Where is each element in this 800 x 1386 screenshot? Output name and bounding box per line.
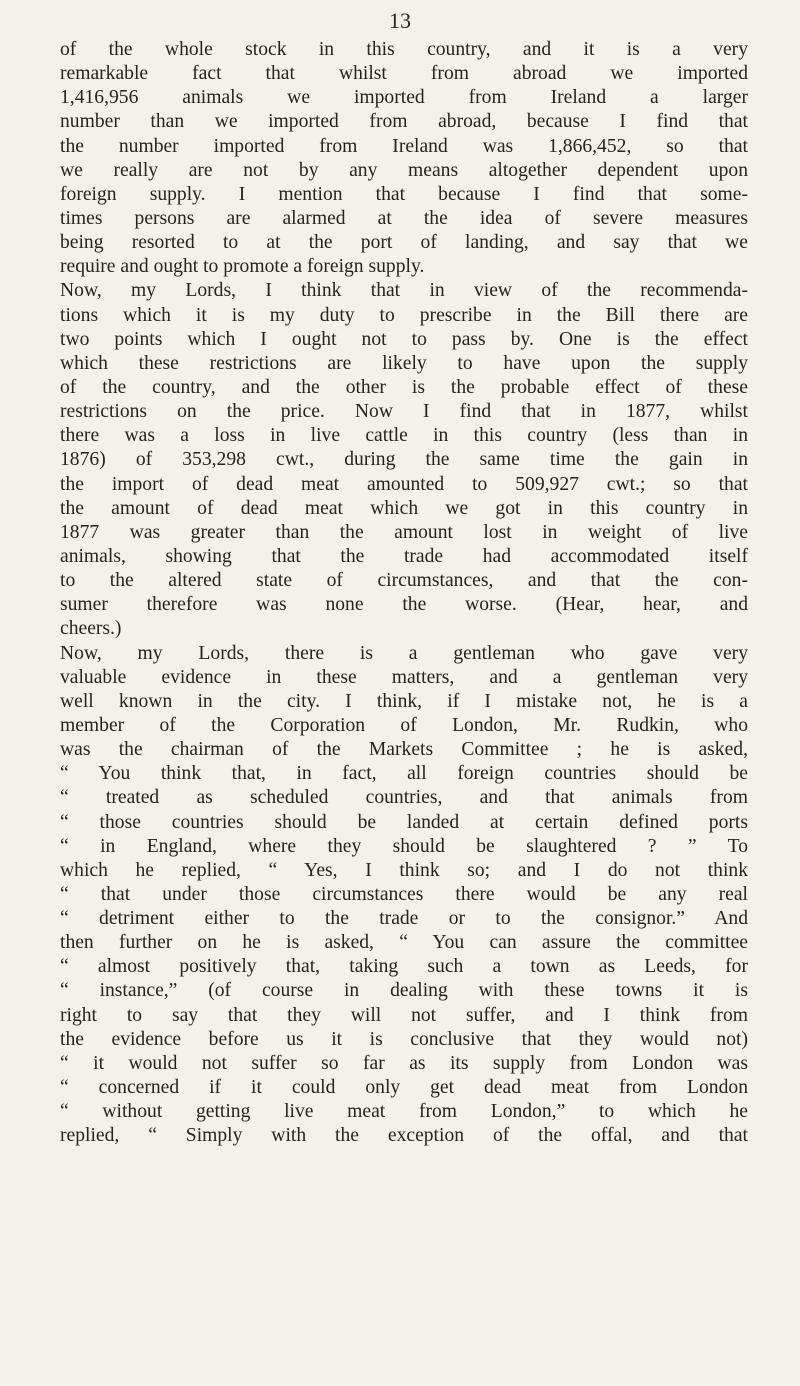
text-line: two points which I ought not to pass by. One is the effect [60, 328, 748, 350]
text-line: times persons are alarmed at the idea of severe measures [60, 207, 748, 229]
text-line: “ concerned if it could only get dead meat from London [60, 1077, 748, 1099]
text-line: the number imported from Ireland was 1,866,452, so that [60, 135, 748, 157]
text-line: there was a loss in live cattle in this country (less than in [60, 425, 748, 447]
text-line: 1,416,956 animals we imported from Ireland a larger [60, 87, 748, 109]
text-line: the evidence before us it is conclusive that they would not) [60, 1028, 748, 1050]
text-line: “ in England, where they should be slaughtered ? ” To [60, 835, 748, 857]
page-number: 13 [389, 8, 411, 33]
text-line: of the country, and the other is the probable effect of these [60, 376, 748, 398]
text-line: “ without getting live meat from London,” to which he [60, 1101, 748, 1123]
text-line: “ that under those circumstances there would be any real [60, 883, 748, 905]
text-line: Now, my Lords, there is a gentleman who gave very [60, 642, 748, 664]
text-line: the amount of dead meat which we got in this country in [60, 497, 748, 519]
text-line: which he replied, “ Yes, I think so; and I do not think [60, 859, 748, 881]
text-line: “ it would not suffer so far as its supply from London was [60, 1052, 748, 1074]
text-line: “ those countries should be landed at certain defined ports [60, 811, 748, 833]
text-line: foreign supply. I mention that because I find that some- [60, 183, 748, 205]
text-line: replied, “ Simply with the exception of the offal, and that [60, 1125, 748, 1147]
text-line: Now, my Lords, I think that in view of the recommenda- [60, 280, 748, 302]
body-text [60, 38, 748, 1148]
text-line: being resorted to at the port of landing, and say that we [60, 232, 748, 254]
text-line: we really are not by any means altogether dependent upon [60, 159, 748, 181]
text-line: to the altered state of circumstances, and that the con- [60, 570, 748, 592]
text-line: right to say that they will not suffer, and I think from [60, 1004, 748, 1026]
text-line: was the chairman of the Markets Committee ; he is asked, [60, 739, 748, 761]
text-line: then further on he is asked, “ You can assure the committee [60, 932, 748, 954]
text-line: remarkable fact that whilst from abroad we imported [60, 63, 748, 85]
text-line: “ You think that, in fact, all foreign countries should be [60, 763, 748, 785]
text-line: member of the Corporation of London, Mr. Rudkin, who [60, 714, 748, 736]
text-line: 1876) of 353,298 cwt., during the same time the gain in [60, 449, 748, 471]
paragraph-end-line: require and ought to promote a foreign supply. [60, 256, 425, 278]
text-line: of the whole stock in this country, and it is a very [60, 39, 748, 60]
text-line: tions which it is my duty to prescribe in the Bill there are [60, 304, 748, 326]
text-line: sumer therefore was none the worse. (Hear, hear, and [60, 594, 748, 616]
text-line: which these restrictions are likely to have upon the supply [60, 352, 748, 374]
text-line: animals, showing that the trade had accommodated itself [60, 545, 748, 567]
text-line: “ instance,” (of course in dealing with these towns it is [60, 980, 748, 1002]
text-line: restrictions on the price. Now I find that in 1877, whilst [60, 401, 748, 423]
text-line: the import of dead meat amounted to 509,927 cwt.; so that [60, 473, 748, 495]
text-line: valuable evidence in these matters, and a gentleman very [60, 666, 748, 688]
text-line: “ almost positively that, taking such a town as Leeds, for [60, 956, 748, 978]
text-line: well known in the city. I think, if I mistake not, he is a [60, 690, 748, 712]
text-line: 1877 was greater than the amount lost in weight of live [60, 521, 748, 543]
text-line: number than we imported from abroad, because I find that [60, 111, 748, 133]
paragraph-end-line: cheers.) [60, 618, 122, 640]
text-line: “ detriment either to the trade or to the consignor.” And [60, 908, 748, 930]
text-line: “ treated as scheduled countries, and that animals from [60, 787, 748, 809]
